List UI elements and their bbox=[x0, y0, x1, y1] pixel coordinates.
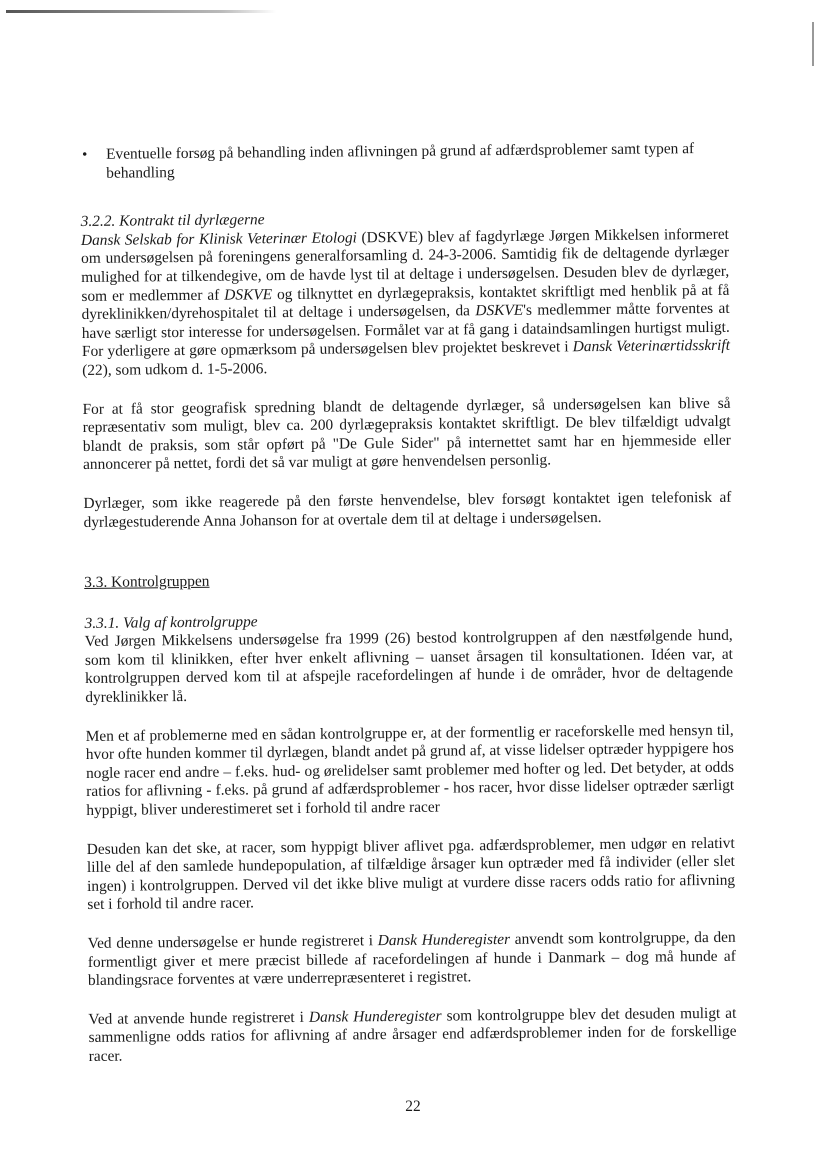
bullet-dot-icon: • bbox=[82, 146, 88, 163]
page-number: 22 bbox=[405, 1098, 421, 1115]
italic-dskve: DSKVE bbox=[224, 285, 273, 304]
paragraph-rare-breeds: Desuden kan det ske, at racer, som hyppigt bliver aflivet pga. adfærdsproblemer, men udgør en relativt lille del af den samlede hundepopulation, af tilfældige årsager kun optræder med få individer (eller slet ingen) i kontrolgruppen. Derved vil det ikke blive muligt at vurdere disse racers odds ratio for aflivning set i forhold til andre racer. bbox=[86, 834, 736, 914]
subsection-heading-3-2-2: 3.2.2. Kontrakt til dyrlægerne bbox=[80, 211, 265, 231]
subsection-heading-3-3-1: 3.3.1. Valg af kontrolgruppe bbox=[84, 613, 258, 632]
bullet-item bbox=[80, 140, 728, 183]
scan-artifact-right bbox=[812, 22, 814, 66]
bullet-text: Eventuelle forsøg på behandling inden aflivningen på grund af adfærdsproblemer samt typen af behandling bbox=[105, 140, 695, 182]
italic-journal-name: Dansk Veterinærtidsskrift bbox=[572, 337, 731, 356]
italic-register-name: Dansk Hunderegister bbox=[308, 1007, 442, 1026]
paragraph-follow-up-calls: Dyrlæger, som ikke reagerede på den første henvendelse, blev forsøgt kontaktet igen telefonisk af dyrlægestuderende Anna Johanson for at overtale dem til at deltage i undersøgelsen. bbox=[83, 488, 732, 531]
italic-dskve: DSKVE bbox=[475, 301, 524, 320]
scan-artifact-top bbox=[6, 10, 276, 13]
paragraph-problems: Men et af problemerne med en sådan kontrolgruppe er, at der formentlig er raceforskelle med hensyn til, hvor ofte hunden kommer til dyrlægen, blandt andet på grund af, at visse lidelser optræder hyppigere hos nogle racer end andre – f.eks. hud- og ørelidelser samt problemer med hofter og led. Det betyder, at odds ratios for aflivning - f.eks. på grund af adfærdsproblemer - hos racer, hvor disse lidelser optræder særligt hyppigt, bliver underestimeret set i forhold til andre racer bbox=[85, 721, 735, 820]
paragraph-mikkelsen-study: Ved Jørgen Mikkelsens undersøgelse fra 1999 (26) bestod kontrolgruppen af den næstfølgende hund, som kom til klinikken, efter hver enkelt aflivning – uanset årsagen til konsultationen. Idéen var, at kontrolgruppen derved kom til at afspejle racefordelingen af hunde i de områder, hvor de deltagende dyreklinikker lå. bbox=[84, 627, 734, 707]
paragraph-dog-register: Ved denne undersøgelse er hunde registreret i Dansk Hunderegister anvendt som kontrolgruppe, da den formentligt giver et mere præcist billede af racefordelingen af hunde i Danmark – dog må hunde af blandingsrace forventes at være underrepræsenteret i registret. bbox=[87, 928, 736, 990]
paragraph-dskve: Dansk Selskab for Klinisk Veterinær Etologi (DSKVE) blev af fagdyrlæge Jørgen Mikkelsen informeret om undersøgelsen på foreningens generalforsamling d. 24-3-2006. Samtidig fik de deltagende dyrlæger mulighed for at tilkendegive, om de havde lyst til at deltage i undersøgelsen. Desuden blev de dyrlæger, som er medlemmer af DSKVE og tilknyttet en dyrlægepraksis, kontaktet skriftligt med henblik på at få dyreklinikken/dyrehospitalet til at deltage i undersøgelsen, da DSKVE's medlemmer måtte forventes at have særligt stor interesse for undersøgelsen. Formålet var at få gang i dataindsamlingen hurtigst muligt. For yderligere at gøre opmærksom på undersøgelsen blev projektet beskrevet i Dansk Veterinærtidsskrift (22), som udkom d. 1-5-2006. bbox=[80, 225, 731, 379]
section-heading-3-3: 3.3. Kontrolgruppen bbox=[84, 572, 210, 592]
paragraph-odds-comparison: Ved at anvende hunde registreret i Dansk Hunderegister som kontrolgruppe blev det desuden muligt at sammenligne odds ratios for aflivning af andre årsager end adfærdsproblemer inden for de forskellige racer. bbox=[88, 1004, 737, 1065]
italic-register-name: Dansk Hunderegister bbox=[377, 930, 511, 950]
paragraph-geographic-spread: For at få stor geografisk spredning blandt de deltagende dyrlæger, så undersøgelsen kan blive så repræsentativ som muligt, blev ca. 200 dyrlægepraksis kontaktet skriftligt. De blev tilfældigt udvalgt blandt de praksis, som står opført på "De Gule Sider" på internettet samt har en hjemmeside eller annoncerer på nettet, fordi det så var muligt at gøre henvendelsen personlig. bbox=[82, 394, 731, 474]
document-body bbox=[80, 140, 737, 1067]
italic-society-name: Dansk Selskab for Klinisk Veterinær Etologi bbox=[80, 229, 357, 249]
